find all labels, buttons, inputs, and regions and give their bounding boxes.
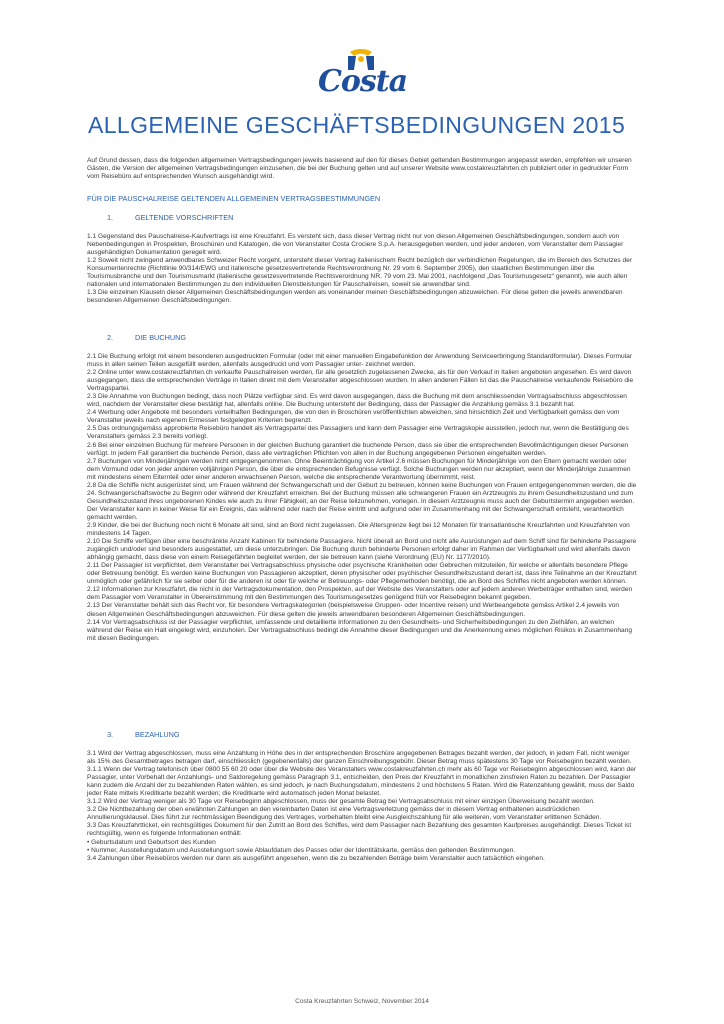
section-3 — [87, 730, 637, 863]
section-1-heading — [87, 213, 637, 222]
intro-block — [87, 157, 637, 181]
section-heading: FÜR DIE PAUSCHALREISE GELTENDEN ALLGEMEINEN VERTRAGSBESTIMMUNGEN — [87, 194, 381, 203]
section-3-heading — [87, 730, 637, 739]
intro-paragraph: Auf Grund dessen, dass die folgenden allgemeinen Vertragsbedingungen jeweils basierend auf den für dieses Gebiet geltenden Bestimmungen angepasst werden, empfehlen wir unseren Gästen, die Version der allgemeinen Vertragsbedingungen einzusehen, die bei der Buchung gelten und auf unserer Website www.costakreuzfahrten.ch publiziert oder in gedruckter Form vom Reisebüro auf entsprechenden Wunsch ausgehändigt wird. — [87, 157, 632, 181]
section-3-number: 3. — [107, 730, 114, 739]
section-3-text: 3.1 Wird der Vertrag abgeschlossen, muss eine Anzahlung in Höhe des in der entsprechenden Broschüre angegebenen Betrages bezahlt werden, der jedoch, in jedem Fall, nicht weniger als 15% des Gesamtbetrages betragen darf, einschliesslich (gegebenenfalls) der ganzen Einschreibungsgebühr. Dieser Betrag muss spätestens 30 Tage vor Reisebeginn bezahlt werden. 3.1.1 Wenn der Vertrag telefonisch über 0800 55 60 20 oder über die Website des Veranstalters www.costakreuzfahrten.ch mehr als 60 Tage vor Reisebeginn abgeschlossen wird, kann der Passagier, unter Vorbehalt der Anzahlungs- und Saldoregelung gemäss Paragraph 3.1, entscheiden, den Preis der Kreuzfahrt in monatlichen zinsfreien Raten zu bezahlen. Der Passagier kann zudem die Anzahl der zu bezahlenden Raten wählen, es sind jedoch, je nach Buchungsdatum, mindestens 2 und höchstens 5 Raten. Wird die Ratenzahlung gewählt, muss der Saldo jeder Rate mittels Kreditkarte bezahlt werden; die Kreditkarte wird automatisch jeden Monat belastet. 3.1.2 Wird der Vertrag weniger als 30 Tage vor Reisebeginn abgeschlossen, muss der gesamte Betrag bei Vertragsabschluss mit einer einzigen Überweisung bezahlt werden. 3.2 Die Nichtbezahlung der oben erwähnten Zahlungen an den vereinbarten Daten ist eine Vertragsverletzung gemäss der in diesem Vertrag enthaltenen ausdrücklichen Annullierungsklausel. Dies führt zur rechtmässigen Beendigung des Vertrages, vorbehalten bleibt eine Ausgleichszahlung für alle weiteren, vom Veranstalter erlittenen Schäden. 3.3 Das Kreuzfahrtticket, ein rechtsgültiges Dokument für den Zutritt an Bord des Schiffes, wird dem Passagier nach Bezahlung des gesamten Kaufpreises ausgehändigt. Dieses Ticket ist rechtsgültig, wenn es folgende Informationen enthält: • Geburtsdatum und Geburtsort des Kunden • Nummer, Ausstellungsdatum und Ausstellungsort sowie Ablaufdatum des Passes oder der Identitätskarte, gemäss den geltenden Bestimmungen. 3.4 Zahlungen über Reisebüros werden nur dann als ausgeführt angesehen, wenn die zu bezahlenden Beträge beim Veranstalter auch tatsächlich eingehen. — [87, 750, 637, 862]
section-3-title: BEZAHLUNG — [135, 730, 180, 739]
costa-logo — [318, 48, 408, 104]
section-2 — [87, 333, 637, 643]
section-heading-block — [87, 194, 637, 203]
section-1-title: GELTENDE VORSCHRIFTEN — [135, 213, 234, 222]
section-2-title: DIE BUCHUNG — [135, 333, 187, 342]
section-2-number: 2. — [107, 333, 114, 342]
section-1-text: 1.1 Gegenstand des Pauschalreise-Kaufvertrags ist eine Kreuzfahrt. Es versteht sich, dass dieser Vertrag nicht nur von diesen Allgemeinen Geschäftsbedingungen, sondern auch von Nebenbedingungen in Prospekten, Broschüren und Katalogen, die von Veranstalter Costa Crociere S.p.A. herausgegeben werden, und jeder anderen, vom Veranstalter dem Passagier ausgehändigten Dokumentation geregelt wird. 1.2 Soweit nicht zwingend anwendbares Schweizer Recht vorgeht, untersteht dieser Vertrag italienischem Recht bezüglich der verbindlichen Regelungen, die im Bereich des Schutzes der Konsumentenrechte (Richtlinie 90/314/EWG und italienische gesetzesvertretende Rechtsverordnung Nr. 29 vom 6. September 2005), den staatlichen Bestimmungen über die Tourismusbranche und den Tourismusmarkt (italienische gesetzesvertretende Rechtsverordnung NR. 79 vom 23. Mai 2001, nachfolgend „Das Tourismusgesetz“ genannt), wie auch allen nationalen und internationalen Bestimmungen zu den individuellen Dienstleistungen für Pauschalreisen, soweit sie anwendbar sind. 1.3 Die einzelnen Klauseln dieser Allgemeinen Geschäftsbedingungen werden als voneinander meinen Geschäftsbedingungen abzuweichen. Für diese gelten die jeweils anwendbaren besonderen Allgemeinen Geschäftsbedingungen. — [87, 233, 633, 305]
page-title: ALLGEMEINE GESCHÄFTSBEDINGUNGEN 2015 — [88, 112, 626, 138]
section-1-number: 1. — [107, 213, 114, 222]
logo-wordmark: Costa — [318, 64, 408, 99]
page-footer: Costa Kreuzfahrten Schweiz, November 2014 — [295, 998, 429, 1005]
section-2-heading — [87, 333, 637, 342]
section-1 — [87, 213, 637, 305]
section-2-text: 2.1 Die Buchung erfolgt mit einem besonderen ausgedruckten Formular (oder mit einer manuellen Eingabefunktion der Anwendung Serviceerbringung Standardformular). Dieses Formular muss in allen seinen Teilen ausgefüllt werden, allenfalls ausgedruckt und vom Passagier unter- zeichnet werden. 2.2 Online unter www.costakreuzfahrten.ch verkaufte Pauschalreisen werden, für alle gesetzlich zugelassenen Zwecke, als für den Verkauf in Italien angeboten angesehen. Es wird davon ausgegangen, dass die entsprechenden Verträge in Italien direkt mit dem Veranstalter abgeschlossen wurden. In allen anderen Fällen ist das die Pauschalreise verkaufende Reisebüro die Vertragspartei. 2.3 Die Annahme von Buchungen bedingt, dass noch Plätze verfügbar sind. Es wird davon ausgegangen, dass die Buchung mit dem anschliessenden Vertragsabschluss abgeschlossen wird, nachdem der Veranstalter diese bestätigt hat, allenfalls online. Die Buchung untersteht der Bedingung, dass der Passagier die Anzahlung gemäss 3.1 bezahlt hat. 2.4 Werbung oder Angebote mit besonders vorteilhaften Bedingungen, die von den in Broschüren veröffentlichten abweichen, sind hinsichtlich Zeit und Verfügbarkeit gemäss den vom Veranstalter jeweils nach eigenem Ermessen festgelegten Kriterien begrenzt. 2.5 Das ordnungsgemäss approbierte Reisebüro handelt als Vertragspartei des Passagiers und kann dem Passagier eine Vertragskopie ausstellen, jedoch nur, wenn die Bestätigung des Veranstalters gemäss 2.3 bereits vorliegt. 2.6 Bei einer einzelnen Buchung für mehrere Personen in der gleichen Buchung garantiert die buchende Person, dass sie über die entsprechenden Bevollmächtigungen dieser Personen verfügt. In jedem Fall garantiert die buchende Person, dass alle vertraglichen Pflichten von allen in der Buchung angegebenen Personen eingehalten werden. 2.7 Buchungen von Minderjährigen werden nicht entgegengenommen. Ohne Beeinträchtigung von Artikel 2.6 müssen Buchungen für Minderjährige von den Eltern gemacht werden oder dem Vormund oder von jeder anderen volljährigen Person, die über die entsprechenden Befugnisse verfügt. Solche Buchungen werden nur akzeptiert, wenn der Minderjährige zusammen mit mindestens einem Elternteil oder einer anderen erwachsenen Person, welche die entsprechende Verantwortung übernimmt, reist. 2.8 Da die Schiffe nicht ausgerüstet sind, um Frauen während der Schwangerschaft und der Geburt zu betreuen, können keine Buchungen von Frauen entgegengenommen werden, die die 24. Schwangerschaftswoche zu Beginn oder während der Kreuzfahrt erreichen. Bei der Buchung müssen alle schwangeren Frauen ein Arztzeugnis zu ihrem Gesundheitszustand und zum Gesundheitszustand ihres ungeborenen Kindes wie auch zu ihrer Fähigkeit, an der Reise teilzunehmen, vorlegen. In diesem Arztzeugnis muss auch der Geburtstermin angegeben werden. Der Veranstalter kann in keiner Weise für ein Ereignis, das während oder nach der Reise eintritt und aufgrund oder im Zusammenhang mit der Schwangerschaft entsteht, verantwortlich gemacht werden. 2.9 Kinder, die bei der Buchung noch nicht 6 Monate alt sind, sind an Bord nicht zugelassen. Die Altersgrenze liegt bei 12 Monaten für transatlantische Kreuzfahrten und Kreuzfahrten von mindestens 14 Tagen. 2.10 Die Schiffe verfügen über eine beschränkte Anzahl Kabinen für behinderte Passagiere. Nicht überall an Bord und nicht alle Ausrüstungen auf dem Schiff sind für behinderte Passagiere zugänglich und/oder sind besonders ausgestattet, um diese unterzubringen. Die Buchung durch behinderte Personen erfolgt daher im Rahmen der Verfügbarkeit und wird allenfalls davon abhängig gemacht, dass diese von einem Reisegefährten begleitet werden, der sie betreuen kann (siehe Verordnung (EU) Nr. 1177/2010). 2.11 Der Passagier ist verpflichtet, dem Veranstalter bei Vertragsabschluss physische oder psychische Krankheiten oder Gebrechen mitzuteilen, für welche er allenfalls besondere Pflege oder Betreuung benötigt. Es werden keine Buchungen von Passagieren akzeptiert, deren physischer oder psychischer Gesundheitszustand derart ist, dass ihre Teilnahme an der Kreuzfahrt unmöglich oder gefährlich für sie selber oder für die anderen ist oder für welche er Betreuungs- oder Pflegemethoden benötigt, die an Bord des Schiffes nicht angeboten werden können. 2.12 Informationen zur Kreuzfahrt, die nicht in der Vertragsdokumentation, den Prospekten, auf der Website des Veranstalters oder auf jedem anderen Werbeträger enthalten sind, werden dem Passagier vom Veranstalter in Übereinstimmung mit den Bestimmungen des Tourismusgesetzes genügend früh vor Reisebeginn bekannt gegeben. 2.13 Der Veranstalter behält sich das Recht vor, für besondere Vertragskategorien (beispielsweise Gruppen- oder Incentive reisen) und Werbeangebote gemäss Artikel 2.4 jeweils von diesen Allgemeinen Geschäftsbedingungen abzuweichen. Für diese gelten die jeweils anwendbaren besonderen Allgemeinen Geschäftsbedingungen. 2.14 Vor Vertragsabschluss ist der Passagier verpflichtet, umfassende und detaillierte Informationen zu den Gesundheits- und Sicherheitsbedingungen zu den Zielhäfen, an welchen während der Reise ein Halt eingelegt wird, einzuholen. Der Vertragsabschluss bedingt die Annahme dieser Bedingungen und die Anerkennung eines möglichen Risikos in Zusammenhang mit diesen Bedingungen. — [87, 353, 637, 642]
